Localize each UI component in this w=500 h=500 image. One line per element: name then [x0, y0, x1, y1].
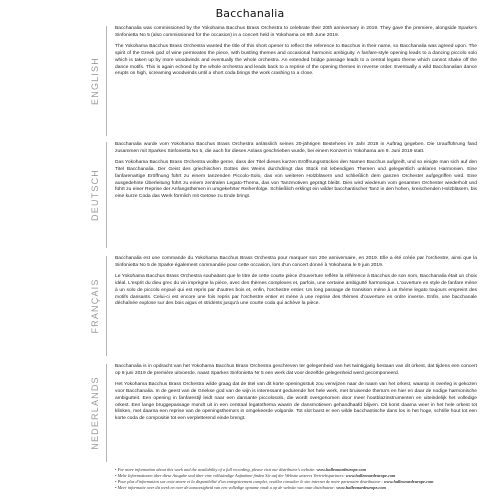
distributor-link[interactable]: www.halleonardeurope.com — [345, 472, 396, 478]
section-text — [115, 256, 477, 308]
footnote: • Pour plus d'information sur cette œuvre et la disponibilité d'un enregistrement complet, veuillez consulter le site internet de notre partenaire distributeur : www.halleonardeurope.com — [115, 478, 434, 484]
section-divider-line — [106, 142, 107, 248]
footnote: • Meer informatie over dit werk en over de aanwezigheid van een volledige opname vindt u op de website van onze distributeur: www.halleonardeurope.com — [115, 484, 386, 490]
paragraph: Das Yokohama Bacchus Brass Orchestra wollte gerne, dass der Titel dieses kurzen Eröffnungsstückes den Namen Bacchus aufgreift, und so einigte man sich auf den Titel Bacchanalia. Der Geist des griechischen Gottes des Weins durchdringt das Stück mit lebendigen Themen und gelegentlich unklaren Harmonien. Eine fanfarenartige Eröffnung führt zu einem tanzenden Piccolo-Solo, das von weiteren Holzbläsern und schließlich dem ganzen Orchester aufgegriffen wird. Eine ausgedehnte Überleitung führt zu einem zentralen Legato-Thema, das von Tanzmotiven geprägt bleibt. Dies wird wiederum vom gesamten Orchester wiederholt und führt zu einer Reprise der Anfangsthemen in umgekehrter Reihenfolge. Schließlich erklingt ein wilder bacchantischer Tanz in den hohen, kreischenden Holzbläsern, bis eine kurze Coda das Werk förmlich mit Getöse zu Ende bringt. — [115, 160, 477, 199]
language-label-deutsch: DEUTSCH — [90, 169, 100, 221]
section-english — [0, 26, 500, 136]
paragraph: Bacchanalia is in opdracht van het Yokohama Bacchus Brass Orchestra geschreven ter gelegenheid van het twintigjarig bestaan van dit orkest, dat tijdens een concert op 9 juni 2019 de première uitvoerde, naast Sparkes Sinfonietta Nr 5 een werk dat voor dezelfde gelegenheid werd gecomponeerd. — [115, 364, 477, 376]
section-text — [115, 26, 477, 78]
section-text — [115, 364, 477, 423]
language-label-francais: FRANÇAIS — [90, 278, 100, 334]
language-label-nederlands: NEDERLANDS — [90, 376, 100, 450]
paragraph: Bacchanalia was commissioned by the Yokohama Bacchus Brass Orchestra to celebrate their 20th anniversary in 2019. They gave the premiere, alongside Sparke's Sinfonietta No 5 (also commissioned for the occasion) in a concert held in Yokohama on 9th June 2019. — [115, 26, 477, 38]
section-text — [115, 142, 477, 201]
section-francais — [0, 256, 500, 356]
distributor-link[interactable]: www.halleonardeurope.com — [383, 478, 434, 484]
document-title: Bacchanalia — [215, 7, 285, 20]
footnotes — [115, 467, 477, 491]
paragraph: Le Yokohama Bacchus Brass Orchestra souhaitant que le titre de cette courte pièce d'ouverture reflète la référence à Bacchus de son nom, Bacchanalia était un choix idéal. L'esprit du dieu grec du vin imprègne la pièce, avec des thèmes complexes et, parfois, une certaine ambiguïté harmonique. L'ouverture en style de fanfare mène à un solo de piccolo enjoué qui est repris par d'autres bois et, enfin, l'orchestre entier. Un long passage de transition mène à un thème legato toujours empreint des motifs dansants. Celui-ci est encore une fois repris par l'orchestre entier et mène à une reprise des thèmes d'ouverture en ordre inverse. Enfin, une bacchanale déchaînée explose sur des bois aigus et stridents jusqu'à une courte coda qui achève la pièce. — [115, 274, 477, 307]
paragraph: Het Yokohama Bacchus Brass Orchestra wilde graag dat de titel van dit korte openingsstuk zou verwijzen naar de naam van het orkest, waarop in overleg is gekozen voor Bacchanalia. In de geest van de Griekse god van de wijn is interessant gedurende het hele werk, met bruisende thema's en hier en daar de nodige harmonische ambiguïteit. Een opening in fanfarestijl leidt naar een dansante piccolosolo, die wordt overgenomen door meer houtblazinstrumenten en uiteindelijk het volledige orkest. Een lange bruggepassage mondt uit in een centraal legatothema waarin de dansmotieven gehandhaafd blijven. Dit komt daarna weer in het hele orkest tot klinken, met daarna een reprise van de openingsthema's in omgekeerde volgorde. Tot slot barst er een wilde bacchantische dans los in het hoge, schrille hout tot een korte coda de compositie tot een verpletterend einde brengt. — [115, 382, 477, 421]
footnote: • For more information about this work and the availability of a full recording, please visit our distributor's website: www.halleonardeurope.com — [115, 467, 367, 472]
distributor-link[interactable]: www.halleonardeurope.com — [316, 467, 367, 472]
distributor-link[interactable]: www.halleonardeurope.com — [336, 484, 386, 490]
paragraph: Bacchanalia wurde vom Yokohama Bacchus Brass Orchestra anlässlich seines 20-jährigen Bestehens im Jahr 2019 in Auftrag gegeben. Die Uraufführung fand zusammen mit Sparkes Sinfonietta No 5, die auch für diesen Anlass geschrieben wurde, bei einem Konzert in Yokohama am 9. Juni 2019 statt. — [115, 142, 477, 154]
paragraph: The Yokohama Bacchus Brass Orchestra wanted the title of this short opener to reflect the reference to Bacchus in their name, so Bacchanalia was agreed upon. The spirit of the Greek god of wine permeates the piece, with bustling themes and occasional harmonic ambiguity. A fanfare-style opening leads to a dancing piccolo solo which is taken up by more woodwinds and eventually the whole orchestra. An extended bridge passage leads to a central legato theme which cannot shake off the dance motifs. This is again echoed by the whole orchestra and leads back to a reprise of the opening themes in reverse order. Eventually a wild Bacchanalian dance erupts on high, screaming woodwinds until a short coda brings the work crashing to a close. — [115, 44, 477, 77]
section-divider-line — [106, 364, 107, 462]
section-divider-line — [106, 26, 107, 136]
footnote: • Mehr Informationen über diese Ausgabe und über eine vollständige Aufnahme finden Sie auf der Website unseres Vertriebspartners: www.halleonardeurope.com — [115, 472, 396, 478]
section-nederlands — [0, 364, 500, 462]
language-label-english: ENGLISH — [90, 57, 100, 105]
section-deutsch — [0, 142, 500, 248]
section-divider-line — [106, 256, 107, 356]
paragraph: Bacchanalia est une commande du Yokohama Bacchus Brass Orchestra pour marquer son 20e anniversaire, en 2019. Elle a été créée par l'orchestre, ainsi que la Sinfonietta No 5 de Sparke également commandée pour cette occasion, lors d'un concert donné à Yokohama le 9 juin 2019. — [115, 256, 477, 268]
